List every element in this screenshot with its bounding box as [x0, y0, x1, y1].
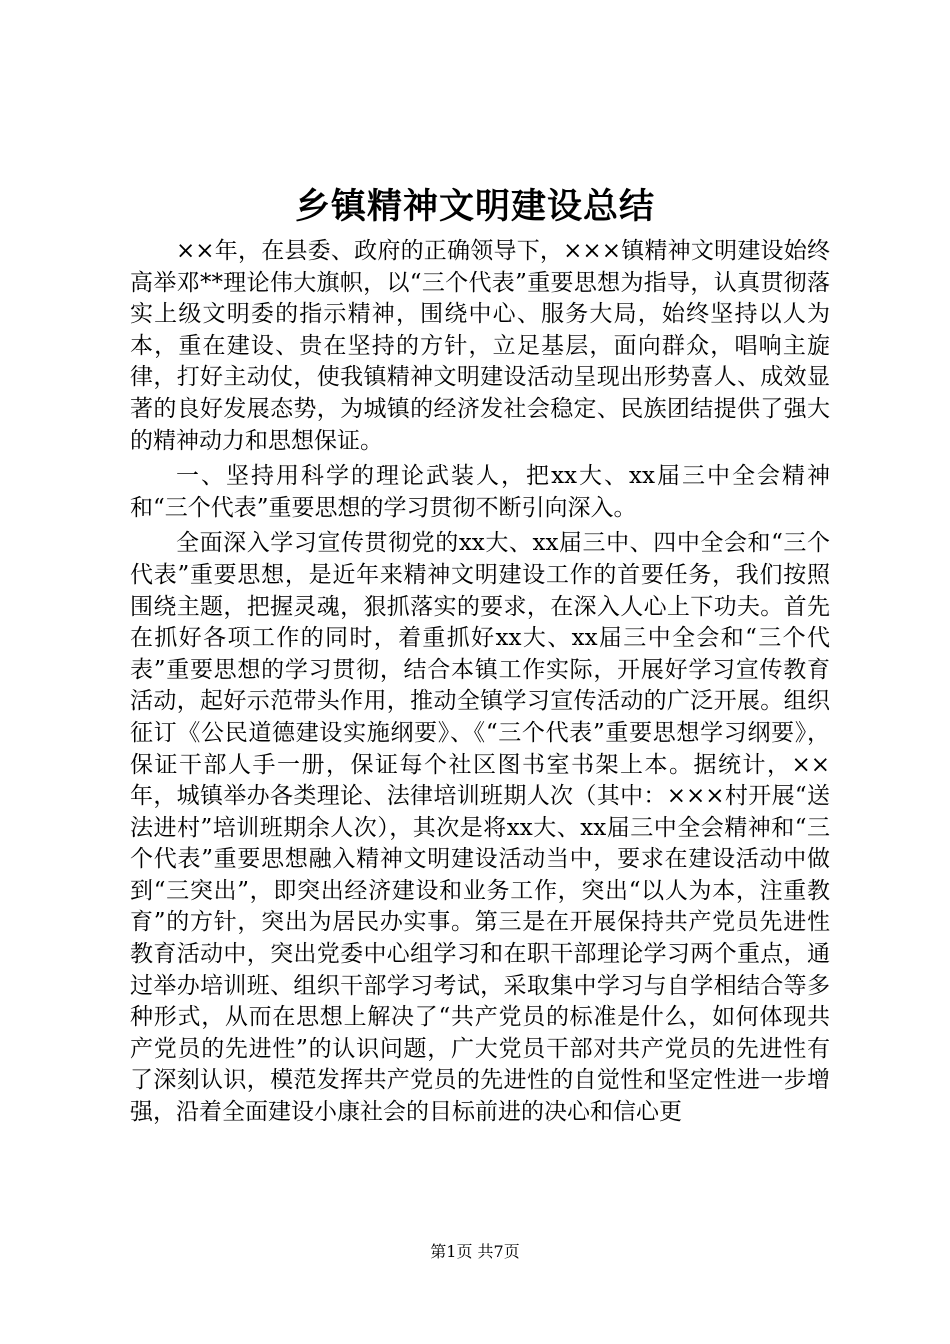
- document-body: [130, 236, 830, 1133]
- paragraph-section-body-1: 全面深入学习宣传贯彻党的xx大、xx届三中、四中全会和“三个代表”重要思想，是近年来精神文明建设工作的首要任务，我们按照围绕主题，把握灵魂，狠抓落实的要求，在深入人心上下功夫。首先在抓好各项工作的同时，着重抓好xx大、xx届三中全会和“三个代表”重要思想的学习贯彻，结合本镇工作实际，开展好学习宣传教育活动，起好示范带头作用，推动全镇学习宣传活动的广泛开展。组织征订《公民道德建设实施纲要》、《“三个代表”重要思想学习纲要》，保证干部人手一册，保证每个社区图书室书架上本。据统计，××年，城镇举办各类理论、法律培训班期人次（其中：×××村开展“送法进村”培训班期余人次），其次是将xx大、xx届三中全会精神和“三个代表”重要思想融入精神文明建设活动当中，要求在建设活动中做到“三突出”，即突出经济建设和业务工作，突出“以人为本，注重教育”的方针，突出为居民办实事。第三是在开展保持共产党员先进性教育活动中，突出党委中心组学习和在职干部理论学习两个重点，通过举办培训班、组织干部学习考试，采取集中学习与自学相结合等多种形式，从而在思想上解决了“共产党员的标准是什么，如何体现共产党员的先进性”的认识问题，广大党员干部对共产党员的先进性有了深刻认识，模范发挥共产党员的先进性的自觉性和坚定性进一步增强，沿着全面建设小康社会的目标前进的决心和信心更: [130, 530, 830, 1126]
- page-footer: 第1页 共7页: [430, 1242, 520, 1261]
- document-title: 乡镇精神文明建设总结: [294, 186, 655, 227]
- paragraph-intro: ××年，在县委、政府的正确领导下，×××镇精神文明建设始终高举邓**理论伟大旗帜，以“三个代表”重要思想为指导，认真贯彻落实上级文明委的指示精神，围绕中心、服务大局，始终坚持以人为本，重在建设、贵在坚持的方针，立足基层，面向群众，唱响主旋律，打好主动仗，使我镇精神文明建设活动呈现出形势喜人、成效显著的良好发展态势，为城镇的经济发社会稳定、民族团结提供了强大的精神动力和思想保证。: [130, 238, 830, 454]
- paragraph-section-heading-1: 一、坚持用科学的理论武装人，把xx大、xx届三中全会精神和“三个代表”重要思想的学习贯彻不断引向深入。: [130, 463, 830, 521]
